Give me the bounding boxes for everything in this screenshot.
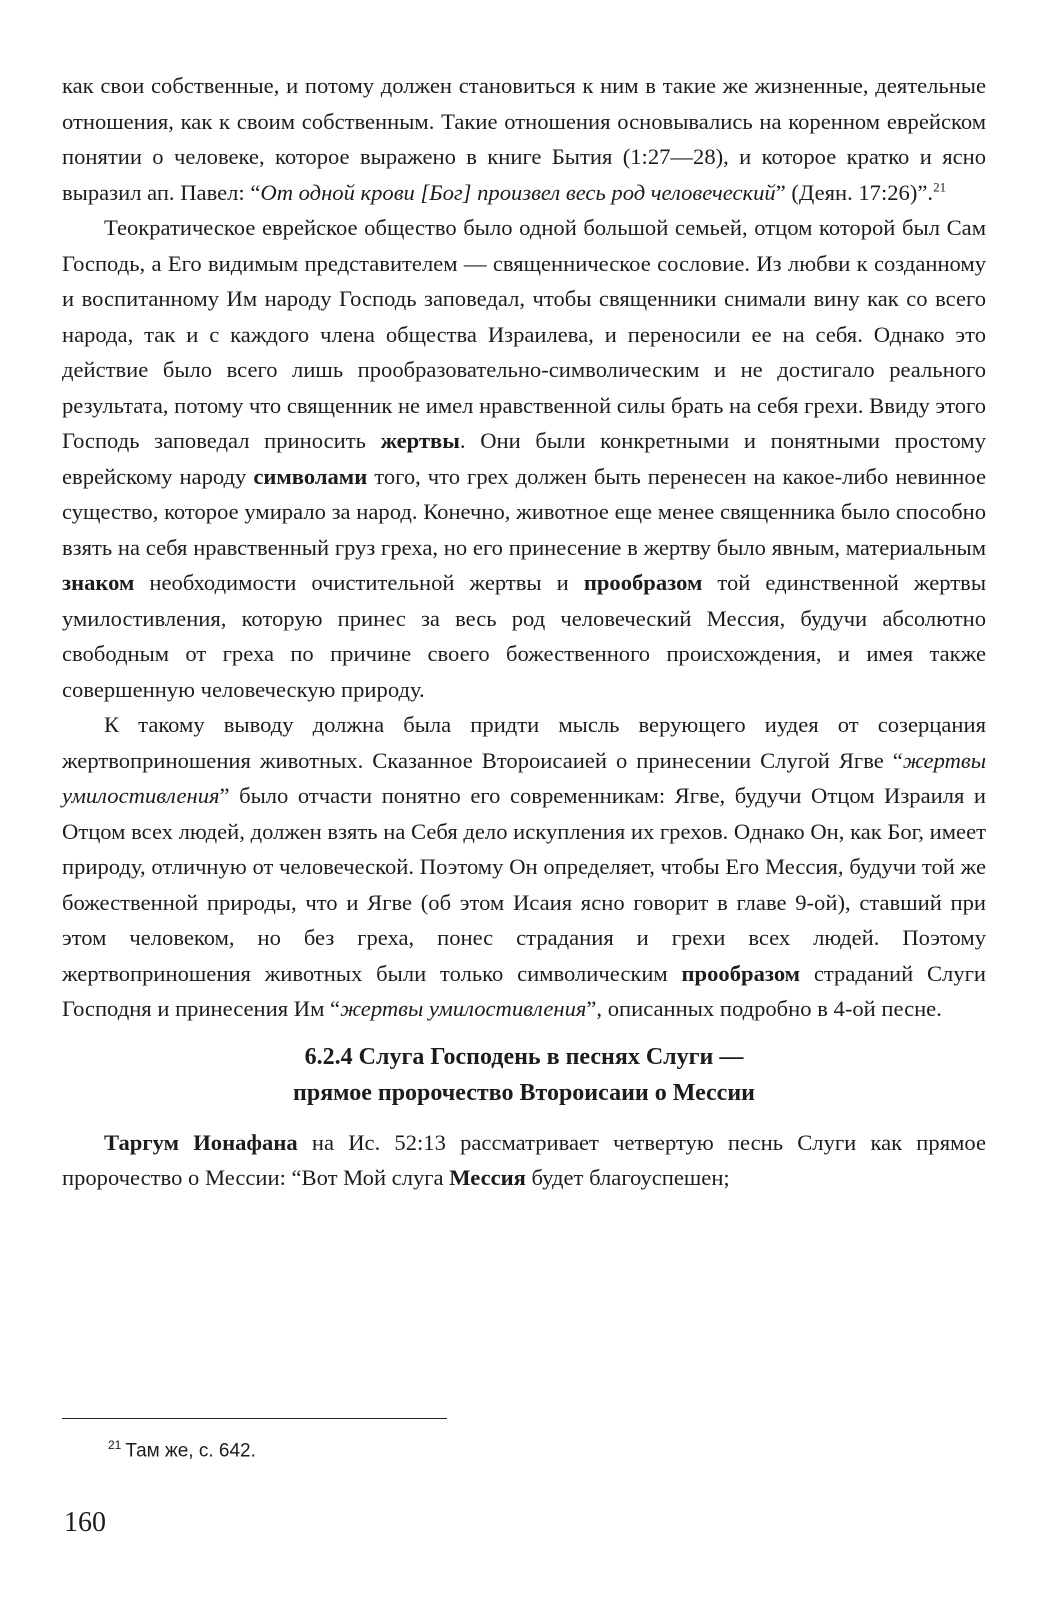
bold-term: жертвы — [380, 428, 460, 453]
paragraph-theocratic-society — [62, 210, 986, 707]
italic-quote: жертвы умилостивления — [62, 747, 986, 808]
bold-term: Мессия — [449, 1165, 526, 1190]
footnote-ref[interactable]: 21 — [933, 178, 947, 194]
bold-term: прообразом — [583, 570, 703, 595]
paragraph-continuation — [62, 68, 986, 210]
text-run: на Ис. 52:13 рассматривает четвертую песнь Слуги как прямое пророчество о Мессии: “Вот Мой слуга — [62, 1129, 986, 1190]
text-run: как свои собственные, и потому должен становиться к ним в такие же жизненные, деятельные отношения, как к своим собственным. Такие отношения основывались на коренном еврейском понятии о человеке, которое выражено в книге Бытия (1:27—28), и которое кратко и ясно выразил ап. Павел: “ — [62, 73, 986, 205]
text-run: ” (Деян. 17:26)”. — [775, 179, 934, 205]
text-run: страданий Слуги Господня и принесения Им “ — [62, 960, 986, 1021]
bold-term: прообразом — [681, 960, 801, 986]
paragraph-conclusion — [62, 707, 986, 1027]
body-text — [62, 68, 986, 1196]
text-run: . Они были конкретными и понятными простому еврейскому народу — [62, 428, 986, 489]
heading-line: 6.2.4 Слуга Господень в песнях Слуги — — [304, 1043, 744, 1070]
page-number: 160 — [64, 1507, 106, 1538]
footnote-divider — [62, 1418, 447, 1419]
italic-quote: жертвы умилостивления — [340, 996, 587, 1021]
heading-line: прямое пророчество Второисаии о Мессии — [293, 1079, 755, 1106]
italic-quote: От одной крови [Бог] произвел весь род человеческий — [260, 179, 776, 205]
bold-term: знаком — [62, 570, 135, 595]
section-heading — [62, 1039, 986, 1111]
text-run: той единственной жертвы умилостивления, которую принес за весь род человеческий Мессия, будучи абсолютно свободным от греха по причине своего божественного происхождения, и имея также совершенную человеческую природу. — [62, 570, 986, 702]
text-run: К такому выводу должна была придти мысль верующего иудея от созерцания жертвоприношения животных. Сказанное Второисаией о принесении Слугой Ягве “ — [62, 712, 986, 773]
paragraph-targum — [62, 1125, 986, 1196]
text-run: будет благоуспешен; — [525, 1165, 730, 1190]
bold-term: Таргум Ионафана — [104, 1129, 298, 1155]
text-run: ”, описанных подробно в 4-ой песне. — [586, 996, 942, 1021]
text-run: Теократическое еврейское общество было одной большой семьей, отцом которой был Сам Господь, а Его видимым представителем — священническое сословие. Из любви к созданному и воспитанному Им народу Господь заповедал, чтобы священники снимали вину как со всего народа, так и с каждого члена общества Израилева, и переносили ее на себя. Однако это действие было всего лишь прообразовательно-символическим и не достигало реального результата, потому что священник не имел нравственной силы брать на себя грехи. Ввиду этого Господь заповедал приносить — [62, 215, 986, 453]
footnote — [108, 1432, 256, 1464]
text-run: того, что грех должен быть перенесен на какое-либо невинное существо, которое умирало за народ. Конечно, животное еще менее священника было способно взять на себя нравственный груз греха, но его принесение в жертву было явным, материальным — [62, 463, 986, 560]
text-run: ” было отчасти понятно его современникам: Ягве, будучи Отцом Израиля и Отцом всех людей, должен взять на Себя дело искупления их грехов. Однако Он, как Бог, имеет природу, отличную от человеческой. Поэтому Он определяет, чтобы Его Мессия, будучи той же божественной природы, что и Ягве (об этом Исаия ясно говорит в главе 9-ой), ставший при этом человеком, но без греха, понес страдания и грехи всех людей. Поэтому жертвоприношения животных были только символическим — [62, 783, 986, 986]
text-run: необходимости очистительной жертвы и — [134, 570, 584, 595]
footnote-text: Там же, с. 642. — [125, 1440, 256, 1462]
footnote-number: 21 — [108, 1438, 122, 1452]
bold-term: символами — [253, 463, 368, 489]
